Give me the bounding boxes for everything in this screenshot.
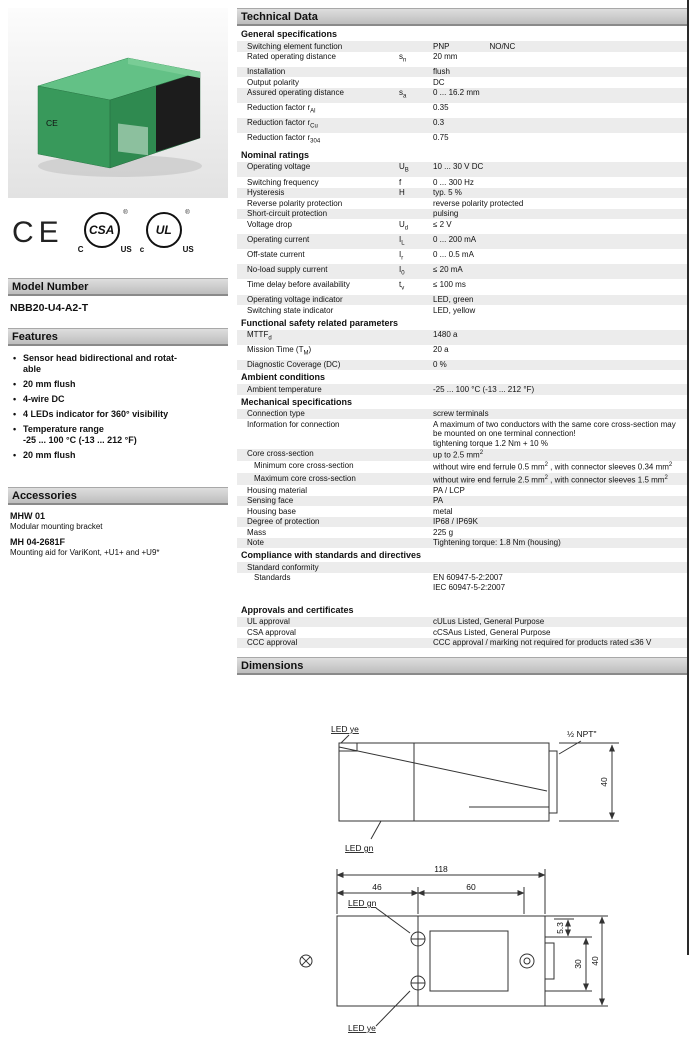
spec-row: [237, 279, 687, 294]
npt-label: ½ NPT": [567, 729, 597, 740]
spec-label: CCC approval: [247, 638, 298, 648]
spec-value: EN 60947-5-2:2007 IEC 60947-5-2:2007: [433, 573, 506, 592]
dimension-drawings: [237, 675, 687, 1043]
left-column: [8, 8, 228, 558]
spec-label: Time delay before availability: [247, 279, 350, 289]
dim-5-3-label: 5.3: [555, 922, 565, 935]
spec-label: Operating current: [247, 234, 310, 244]
spec-value: flush: [433, 67, 450, 77]
csa-registered: ®: [123, 210, 128, 216]
spec-value: PA: [433, 496, 444, 506]
spec-label: Output polarity: [247, 77, 300, 87]
spec-label: Assured operating distance: [247, 88, 344, 98]
spec-label: Short-circuit protection: [247, 209, 328, 219]
csa-label: CSA: [89, 223, 115, 237]
spec-label: Switching state indicator: [247, 305, 334, 315]
accessory-desc: Modular mounting bracket: [10, 522, 103, 531]
spec-row: [237, 617, 687, 628]
spec-symbol: $s_n$: [399, 52, 407, 64]
ul-label: UL: [155, 223, 172, 237]
dim-118-label: 118: [434, 864, 448, 875]
spec-value: 10 ... 30 V DC: [433, 162, 484, 172]
spec-row: [237, 305, 687, 316]
spec-label: Standards: [254, 573, 291, 583]
spec-value: CCC approval / marking not required for products rated ≤36 V: [433, 638, 652, 648]
spec-symbol: [399, 133, 433, 147]
spec-row: [237, 52, 687, 67]
spec-row: [237, 67, 687, 78]
spec-value: 0 ... 16.2 mm: [433, 88, 480, 98]
dim-30-label: 30: [573, 959, 583, 969]
spec-value: Tightening torque: 1.8 Nm (housing): [433, 538, 561, 548]
dim-60-label: 60: [466, 882, 476, 893]
spec-label: Housing base: [247, 506, 296, 516]
spec-label: Installation: [247, 67, 286, 77]
spec-symbol: [399, 118, 433, 132]
spec-row: [237, 449, 687, 461]
spec-label: Ambient temperature: [247, 384, 322, 394]
spec-label: Operating voltage: [247, 162, 311, 172]
spec-symbol: $I_0$: [399, 264, 405, 277]
feature-item: • 4-wire DC: [12, 394, 228, 405]
accessory-code: MHW 01: [10, 511, 46, 521]
side-view-drawing: [319, 721, 639, 861]
spec-row: [237, 77, 687, 88]
spec-row: [237, 627, 687, 638]
spec-label: Degree of protection: [247, 517, 320, 527]
sensor-print: CE: [46, 118, 58, 128]
ul-us-label: US: [182, 245, 194, 254]
spec-symbol: [399, 345, 433, 359]
spec-label: Reduction factor $r_{Al}$: [247, 103, 316, 115]
section-title: Ambient conditions: [241, 372, 325, 383]
spec-label: Core cross-section: [247, 449, 314, 459]
section-title: Approvals and certificates: [241, 604, 354, 615]
spec-symbol: [399, 617, 433, 627]
spec-symbol: [399, 496, 433, 506]
spec-symbol: [399, 360, 433, 370]
spec-row: [237, 517, 687, 528]
spec-row: [237, 41, 687, 52]
spec-label: No-load supply current: [247, 264, 328, 274]
spec-label: Off-state current: [247, 249, 305, 259]
spec-symbol: $I_L$: [399, 234, 405, 247]
spec-value: 0.75: [433, 133, 449, 143]
spec-symbol: f: [399, 177, 402, 187]
spec-value: 0.3: [433, 118, 445, 128]
spec-symbol: $I_r$: [399, 249, 404, 262]
spec-row: [237, 345, 687, 360]
section-title: Nominal ratings: [241, 149, 310, 160]
ul-c-label: c: [139, 245, 145, 254]
feature-item: • Sensor head bidirectional and rotat- able: [12, 353, 228, 375]
spec-row: [237, 295, 687, 306]
spec-label: Mission Time $(T_M)$: [247, 345, 312, 357]
spec-label: Connection type: [247, 409, 305, 419]
spec-label: CSA approval: [247, 627, 296, 637]
spec-symbol: [399, 638, 433, 648]
led-ye-label: LED ye: [331, 724, 359, 735]
spec-value: 0 ... 0.5 mA: [433, 249, 474, 259]
spec-value: 20 mm: [433, 52, 458, 61]
spec-value: cCSAus Listed, General Purpose: [433, 627, 551, 637]
dim-46-label: 46: [372, 882, 382, 893]
spec-value: 0 ... 200 mA: [433, 234, 477, 244]
spec-row: [237, 473, 687, 485]
spec-symbol: [399, 628, 433, 638]
spec-value: LED, yellow: [433, 305, 476, 315]
spec-symbol: $t_v$: [399, 279, 405, 292]
feature-item: • Temperature range -25 ... 100 °C (-13 ... 212 °F): [12, 424, 228, 446]
spec-symbol: [399, 563, 433, 573]
csa-c-label: C: [77, 245, 84, 254]
spec-row: [237, 198, 687, 209]
spec-value: reverse polarity protected: [433, 198, 524, 208]
spec-row: [237, 506, 687, 517]
spec-symbol: [399, 306, 433, 316]
section-title: General specifications: [241, 29, 338, 39]
spec-value: PNP NO/NC: [433, 41, 516, 51]
features-list: [12, 353, 228, 461]
spec-value: ≤ 100 ms: [433, 279, 466, 289]
right-column: [237, 8, 687, 1043]
spec-value: IP68 / IP69K: [433, 517, 478, 527]
spec-row: [237, 496, 687, 507]
spec-symbol: [399, 103, 433, 117]
accessories-list: [10, 511, 228, 558]
spec-label: Reduction factor $r_{Cu}$: [247, 118, 318, 130]
spec-label: Information for connection: [247, 419, 340, 429]
spec-symbol: [399, 538, 433, 548]
spec-value: up to 2.5 $mm^2$: [433, 450, 484, 460]
spec-symbol: [399, 449, 433, 460]
spec-symbol: [399, 385, 433, 395]
spec-label: Diagnostic Coverage (DC): [247, 360, 341, 370]
accessories-header: Accessories: [8, 487, 228, 505]
section-title: Functional safety related parameters: [241, 317, 399, 328]
spec-label: Voltage drop: [247, 219, 292, 229]
feature-item: • 4 LEDs indicator for 360° visibility: [12, 409, 228, 420]
spec-symbol: $U_B$: [399, 162, 409, 175]
spec-value: 0 %: [433, 360, 447, 370]
spec-value: DC: [433, 77, 445, 87]
spec-value: pulsing: [433, 209, 459, 219]
spec-row: [237, 133, 687, 148]
spec-symbol: [399, 78, 433, 88]
spec-symbol: [399, 461, 433, 472]
model-number-header: Model Number: [8, 278, 228, 296]
ce-mark-icon: CE: [12, 216, 64, 249]
spec-row: [237, 573, 687, 593]
dim-40-side-label: 40: [599, 777, 609, 787]
spec-value: 20 a: [433, 345, 449, 355]
spec-value: without wire end ferrule 2.5 $mm^2$ , with connector sleeves 1.5 $mm^2$: [433, 474, 668, 485]
certification-logos: [12, 210, 228, 256]
spec-label: Operating voltage indicator: [247, 295, 343, 305]
spec-value: LED, green: [433, 295, 474, 305]
spec-symbol: [399, 199, 433, 209]
spec-value: -25 ... 100 °C (-13 ... 212 °F): [433, 384, 535, 394]
feature-item: • 20 mm flush: [12, 379, 228, 390]
feature-item: • 20 mm flush: [12, 450, 228, 461]
led-gn-label: LED gn: [345, 843, 374, 854]
led-ye-top-label: LED ye: [348, 1023, 376, 1034]
spec-value: 0 ... 300 Hz: [433, 177, 474, 187]
features-header: Features: [8, 328, 228, 346]
spec-label: Rated operating distance: [247, 52, 336, 61]
spec-row: [237, 177, 687, 188]
model-number: NBB20-U4-A2-T: [10, 302, 89, 314]
spec-row: [237, 209, 687, 220]
section-title: Compliance with standards and directives: [241, 550, 422, 561]
dim-40-top-label: 40: [590, 956, 600, 966]
product-photo: [8, 8, 228, 198]
spec-symbol: [399, 42, 433, 52]
spec-label: UL approval: [247, 617, 290, 627]
led-gn-top-label: LED gn: [348, 898, 377, 909]
spec-label: Reverse polarity protection: [247, 198, 343, 208]
top-view-drawing: [292, 861, 632, 1043]
ul-registered: ®: [185, 210, 190, 216]
spec-value: ≤ 2 V: [433, 219, 452, 229]
spec-row: [237, 88, 687, 103]
spec-label: $MTTF_d$: [247, 330, 272, 342]
spec-label: Maximum core cross-section: [254, 473, 356, 483]
spec-label: Note: [247, 538, 264, 548]
technical-data-table: [237, 28, 687, 648]
spec-label: Mass: [247, 527, 267, 537]
spec-symbol: $U_d$: [399, 219, 409, 232]
spec-row: [237, 562, 687, 573]
spec-value: cULus Listed, General Purpose: [433, 617, 545, 627]
spec-symbol: [399, 330, 433, 344]
csa-mark-icon: [77, 210, 132, 256]
spec-label: Hysteresis: [247, 188, 285, 198]
spec-value-2: NO/NC: [489, 41, 516, 51]
spec-symbol: [399, 409, 433, 419]
spec-row: [237, 234, 687, 249]
spec-symbol: [399, 295, 433, 305]
spec-label: Housing material: [247, 485, 308, 495]
spec-row: [237, 461, 687, 473]
spec-row: [237, 527, 687, 538]
dimensions-header: Dimensions: [237, 657, 687, 675]
spec-value: PA / LCP: [433, 485, 465, 495]
spec-row: [237, 538, 687, 549]
spec-symbol: [399, 67, 433, 77]
technical-data-header: Technical Data: [237, 8, 687, 26]
spec-row: [237, 638, 687, 649]
section-title: Mechanical specifications: [241, 396, 353, 407]
spec-row: [237, 249, 687, 264]
spec-value: 225 g: [433, 527, 454, 537]
spec-symbol: [399, 573, 433, 592]
spec-value: metal: [433, 506, 453, 516]
spec-symbol: [399, 420, 433, 449]
ul-mark-icon: [139, 210, 194, 256]
spec-label: Sensing face: [247, 496, 294, 506]
spec-symbol: [399, 474, 433, 485]
spec-value: typ. 5 %: [433, 188, 462, 198]
spec-symbol: $s_a$: [399, 88, 407, 100]
spec-value: 0.35: [433, 103, 449, 113]
csa-us-label: US: [120, 245, 132, 254]
spec-value: [433, 563, 687, 573]
spec-label: Switching element function: [247, 41, 343, 51]
spec-row: [237, 188, 687, 199]
spec-symbol: [399, 209, 433, 219]
spec-row: [237, 330, 687, 345]
sensor-image: [8, 8, 228, 198]
spec-value: 1480 a: [433, 330, 458, 340]
spec-value: without wire end ferrule 0.5 $mm^2$ , with connector sleeves 0.34 $mm^2$: [433, 462, 673, 473]
spec-value: ≤ 20 mA: [433, 264, 463, 274]
spec-symbol: [399, 528, 433, 538]
accessory-desc: Mounting aid for VariKont, +U1+ and +U9*: [10, 548, 160, 557]
spec-symbol: [399, 507, 433, 517]
spec-value: A maximum of two conductors with the same core cross-section may be mounted on one terminal connection! tightening torque 1.2 Nm + 10 %: [433, 419, 676, 448]
spec-row: [237, 384, 687, 395]
accessory-code: MH 04-2681F: [10, 537, 66, 547]
spec-symbol: H: [399, 188, 405, 198]
spec-label: Switching frequency: [247, 177, 319, 187]
spec-row: [237, 118, 687, 133]
spec-label: Minimum core cross-section: [254, 461, 354, 471]
spec-row: [237, 360, 687, 371]
spec-label: Standard conformity: [247, 562, 319, 572]
spec-row: [237, 419, 687, 449]
spec-symbol: [399, 486, 433, 496]
spec-row: [237, 219, 687, 234]
spec-row: [237, 264, 687, 279]
spec-value: screw terminals: [433, 409, 489, 419]
spec-row: [237, 103, 687, 118]
spec-row: [237, 162, 687, 177]
spec-label: Reduction factor $r_{304}$: [247, 133, 321, 145]
spec-row: [237, 409, 687, 420]
spec-symbol: [399, 517, 433, 527]
spec-row: [237, 485, 687, 496]
